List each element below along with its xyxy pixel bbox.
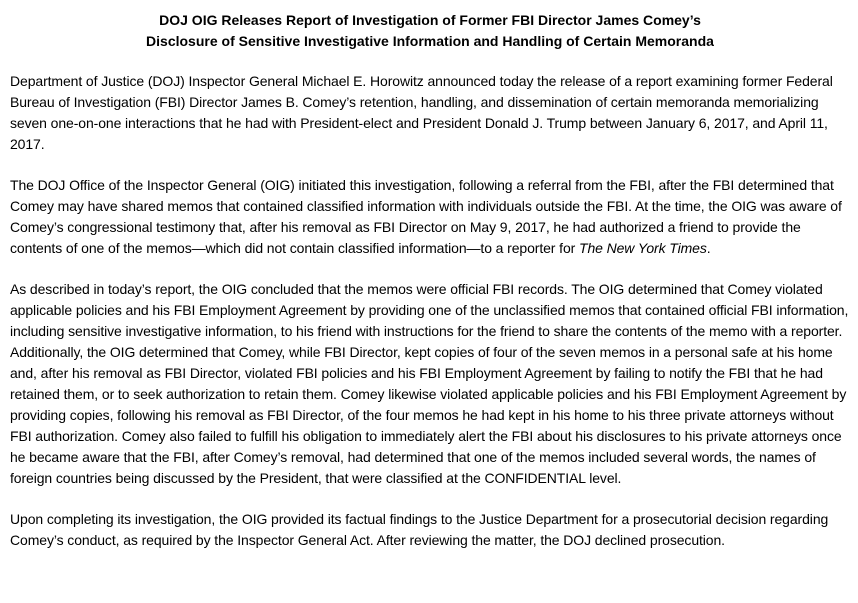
press-release-document — [10, 10, 850, 571]
paragraph-findings: As described in today’s report, the OIG concluded that the memos were official FBI records. The OIG determined that Comey violated applicable policies and his FBI Employment Agreement by providing one of the unclassified memos that contained official FBI information, including sensitive investigative information, to his friend with instructions for the friend to share the contents of the memo with a reporter. Additionally, the OIG determined that Comey, while FBI Director, kept copies of four of the seven memos in a personal safe at his home and, after his removal as FBI Director, violated FBI policies and his FBI Employment Agreement by failing to notify the FBI that he had retained them, or to seek authorization to retain them. Comey likewise violated applicable policies and his FBI Employment Agreement by providing copies, following his removal as FBI Director, of the four memos he had kept in his home to his three private attorneys without FBI authorization. Comey also failed to fulfill his obligation to immediately alert the FBI about his disclosures to his private attorneys once he became aware that the FBI, after Comey’s removal, had determined that one of the memos included several words, the names of foreign countries being discussed by the President, that were classified at the CONFIDENTIAL level. — [10, 281, 849, 486]
paragraph-announcement: Department of Justice (DOJ) Inspector General Michael E. Horowitz announced today the release of a report examining former Federal Bureau of Investigation (FBI) Director James B. Comey’s retention, handling, and dissemination of certain memoranda memorializing seven one-on-one interactions that he had with President-elect and President Donald J. Trump between January 6, 2017, and April 11, 2017. — [10, 73, 833, 152]
title-line-1: DOJ OIG Releases Report of Investigation of Former FBI Director James Comey’s — [159, 12, 701, 28]
page-title — [10, 10, 850, 52]
paragraph-investigation-origin — [10, 175, 850, 259]
paragraph-2-text: The DOJ Office of the Inspector General (OIG) initiated this investigation, following a referral from the FBI, after the FBI determined that Comey may have shared memos that contained classified information with individuals outside the FBI. At the time, the OIG was aware of Comey’s congressional testimony that, after his removal as FBI Director on May 9, 2017, he had authorized a friend to provide the contents of one of the memos—which did not contain classified information—to a reporter for — [10, 177, 842, 256]
publication-name: The New York Times — [579, 240, 707, 256]
title-line-2: Disclosure of Sensitive Investigative Information and Handling of Certain Memoranda — [146, 33, 714, 49]
paragraph-conclusion: Upon completing its investigation, the OIG provided its factual findings to the Justice Department for a prosecutorial decision regarding Comey’s conduct, as required by the Inspector General Act. After reviewing the matter, the DOJ declined prosecution. — [10, 511, 829, 548]
paragraph-2-end: . — [706, 240, 711, 256]
